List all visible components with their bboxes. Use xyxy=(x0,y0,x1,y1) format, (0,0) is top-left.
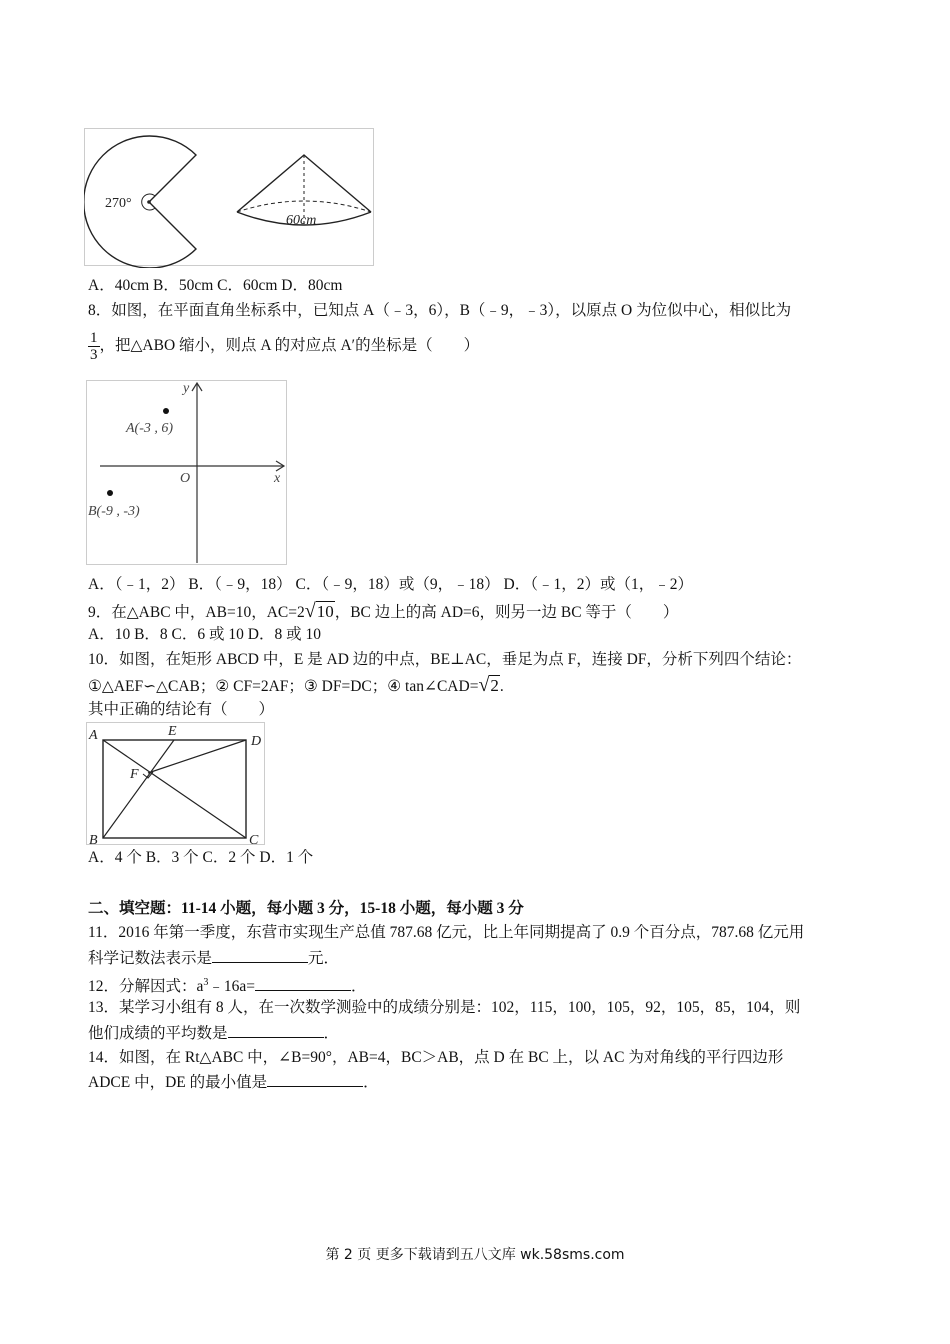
q8-text-line2-rest: ，把△ABO 缩小，则点 A 的对应点 A′的坐标是（ ） xyxy=(99,337,480,354)
y-axis-label: y xyxy=(183,381,190,396)
q10-conclusions-text: ①△AEF∽△CAB；② CF=2AF；③ DF=DC；④ tan∠CAD= xyxy=(88,678,479,695)
fraction-numerator: 1 xyxy=(90,329,98,346)
label-a: A xyxy=(89,728,98,743)
q8-text-line2 xyxy=(88,326,479,366)
answer-blank-q14[interactable] xyxy=(267,1072,363,1087)
q10-end-mark: . xyxy=(499,678,504,695)
q12-text-before: 12．分解因式：a xyxy=(88,978,204,996)
q14-end: ． xyxy=(363,1074,379,1091)
sqrt-2: √2 xyxy=(478,674,499,696)
label-f: F xyxy=(130,767,139,782)
label-c: C xyxy=(249,833,259,846)
q10-options: A．4 个 B．3 个 C．2 个 D．1 个 xyxy=(88,849,314,866)
diagonal-ac xyxy=(103,740,246,838)
q10-text-line1: 10．如图，在矩形 ABCD 中，E 是 AD 边的中点，BE⊥AC，垂足为点 F，连接 DF，分析下列四个结论： xyxy=(88,651,802,668)
q10-text-line3: 其中正确的结论有（ ） xyxy=(88,701,275,718)
q7-options: A．40cm B．50cm C．60cm D．80cm xyxy=(88,277,343,294)
q9-text-after: ，BC 边上的高 AD=6，则另一边 BC 等于（ ） xyxy=(334,604,679,621)
q9-text xyxy=(88,599,678,625)
q8-text-line1: 8．如图，在平面直角坐标系中，已知点 A（﹣3，6），B（﹣9，﹣3），以原点 O 为位似中心，相似比为 xyxy=(88,302,792,319)
figure-rectangle xyxy=(86,722,266,846)
point-a xyxy=(163,408,169,414)
q9-options: A．10 B．8 C．6 或 10 D．8 或 10 xyxy=(88,626,321,643)
q10-conclusions xyxy=(88,673,504,699)
q9-text-before: 9．在△ABC 中，AB=10，AC=2 xyxy=(88,604,305,621)
answer-blank-q11[interactable] xyxy=(212,948,308,963)
point-a-label: A(-3 , 6) xyxy=(126,421,174,436)
q13-text-line2-start: 他们成绩的平均数是 xyxy=(88,1025,228,1042)
q8-options: A．（﹣1，2） B．（﹣9，18） C．（﹣9，18）或（9，﹣18） D．（﹣1，2）或（1，﹣2） xyxy=(88,576,693,593)
label-e: E xyxy=(168,724,177,739)
sector-center xyxy=(147,200,151,204)
length-label: 60cm xyxy=(286,213,317,228)
figure-cone-sector xyxy=(84,128,374,268)
q12-exponent: 3 xyxy=(203,977,209,988)
angle-label: 270° xyxy=(105,196,132,211)
q13-text-line1: 13．某学习小组有 8 人，在一次数学测验中的成绩分别是：102，115，100，105，92，105，85，104，则 xyxy=(88,999,801,1016)
sqrt-10-radicand: 10 xyxy=(316,602,334,621)
q11-text-line1: 11．2016 年第一季度，东营市实现生产总值 787.68 亿元，比上年同期提高了 0.9 个百分点，787.68 亿元用 xyxy=(88,924,805,941)
x-axis-label: x xyxy=(274,471,281,486)
q11-text-line2 xyxy=(88,948,339,969)
sqrt-10: √10 xyxy=(304,600,334,622)
page-footer: 第 2 页 更多下载请到五八文库 wk.58sms.com xyxy=(325,1247,625,1263)
answer-blank-q12[interactable] xyxy=(255,976,351,991)
section-2-heading: 二、填空题：11-14 小题，每小题 3 分，15-18 小题，每小题 3 分 xyxy=(88,900,524,917)
origin-label: O xyxy=(180,471,191,486)
point-b xyxy=(107,490,113,496)
sector-shape xyxy=(84,136,196,268)
q14-text-line2-start: ADCE 中，DE 的最小值是 xyxy=(88,1074,268,1091)
q13-end: ． xyxy=(323,1025,340,1042)
q13-text-line2 xyxy=(88,1023,339,1044)
q14-text-line2 xyxy=(88,1072,379,1093)
label-d: D xyxy=(251,734,262,749)
fraction-denominator: 3 xyxy=(90,346,98,363)
q12-end: ． xyxy=(351,978,367,996)
q11-unit: 元． xyxy=(308,950,340,967)
fraction-one-third xyxy=(88,330,100,363)
q14-text-line1: 14．如图，在 Rt△ABC 中，∠B=90°，AB=4，BC＞AB，点 D 在 BC 上，以 AC 为对角线的平行四边形 xyxy=(88,1049,784,1066)
point-b-label: B(-9 , -3) xyxy=(88,504,140,519)
q11-text-line2-start: 科学记数法表示是 xyxy=(88,950,213,967)
label-b: B xyxy=(89,833,98,846)
sqrt-2-radicand: 2 xyxy=(490,676,499,695)
q12-text xyxy=(88,973,367,997)
figure-coordinate-plane xyxy=(86,380,288,566)
q12-text-after: ﹣16a= xyxy=(208,978,256,996)
segment-be xyxy=(103,740,174,838)
answer-blank-q13[interactable] xyxy=(228,1023,324,1038)
